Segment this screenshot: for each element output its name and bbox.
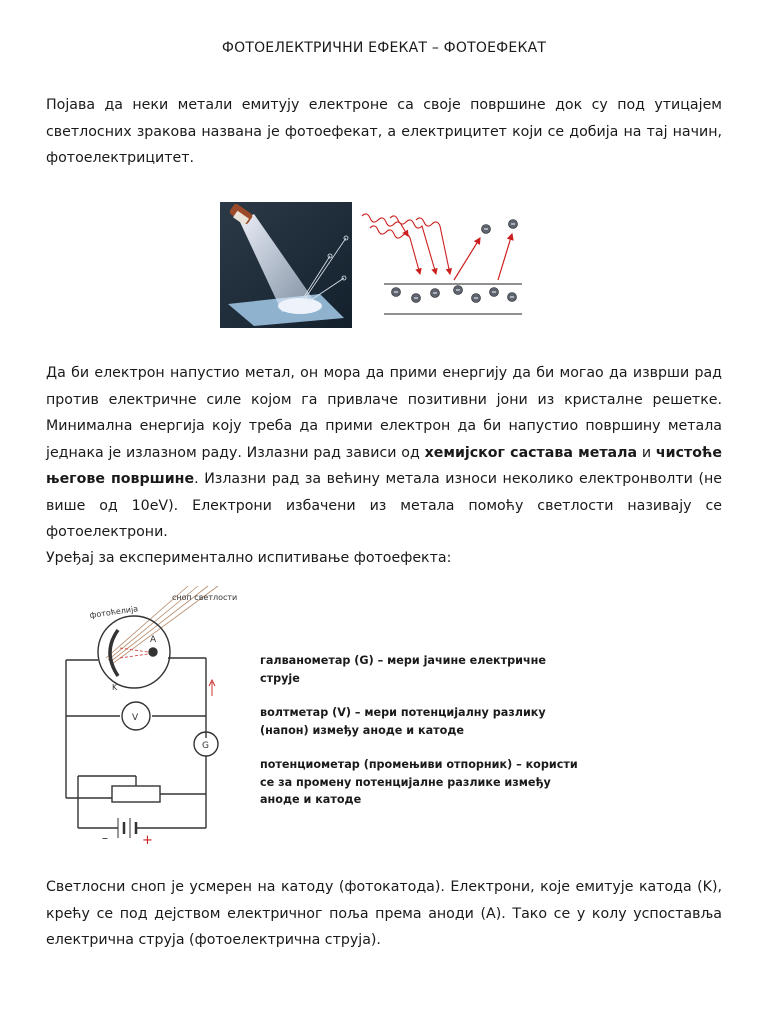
potentiometer-symbol <box>112 786 160 802</box>
instrument-legend <box>260 652 580 826</box>
bold-surface-purity: чистоће његове површине <box>46 444 723 487</box>
cathode-label: K <box>112 683 118 692</box>
lamp-photo-figure <box>220 202 352 328</box>
work-function-text-1: Да би електрон напустио метал, он мора да прими енергију да би могао да изврши рад против електричне силе којом га привлаче позитивни јони из кристалне решетке. Минимална енергија коју треба да прими електрон да би напустио површину метала једнака је излазном раду. Излазни рад зависи од <box>46 365 722 461</box>
voltmeter-label: V <box>132 713 139 723</box>
electrons <box>392 220 518 303</box>
photocell-label: фотоћелија <box>89 604 139 620</box>
page-title: ФОТОЕЛЕКТРИЧНИ ЕФЕКАТ – ФОТОЕФЕКАТ <box>221 40 547 56</box>
legend-potentiometer: потенциометар (промењиви отпорник) – користи се за промену потенцијалне разлике између аноде и катоде <box>260 758 578 806</box>
battery-plus-label: + <box>142 833 153 848</box>
photocell-circuit-diagram <box>48 578 238 848</box>
anode-label: A <box>150 635 157 645</box>
bold-chemical-composition: хемијског састава метала <box>424 444 638 461</box>
galvanometer-label: G <box>202 741 209 751</box>
beam-label: сноп светлости <box>172 593 238 602</box>
conclusion-paragraph: Светлосни сноп је усмерен на катоду (фотокатода). Електрони, које емитује катода (K), крећу се под дејством електричног поља према аноди (A). Тако се у колу успоставља електрична струја (фотоелектрична струја). <box>46 879 722 948</box>
work-function-text-3: . Излазни рад за већину метала износи неколико електронволти (не више од 10eV). Електрони избачени из метала помоћу светлости називају се фотоелектрони. <box>46 471 722 540</box>
work-function-text-2: и <box>637 444 656 461</box>
battery-minus-label: – <box>102 831 108 845</box>
device-intro-paragraph: Уређај за експериментално испитивање фотоефекта: <box>46 550 452 566</box>
legend-galvanometer: галванометар (G) – мери јачине електричне струје <box>260 654 546 685</box>
work-function-paragraph <box>46 360 722 546</box>
legend-voltmeter: волтметар (V) – мери потенцијалну разлику (напон) између аноде и катоде <box>260 706 546 737</box>
anode <box>149 648 157 656</box>
intro-paragraph: Појава да неки метали емитују електроне са своје површине док су под утицајем светлосних зракова названа је фотоефекат, а електрицитет који се добија на тај начин, фотоелектрицитет. <box>46 97 722 166</box>
photoelectron-emission-figure <box>356 202 536 328</box>
